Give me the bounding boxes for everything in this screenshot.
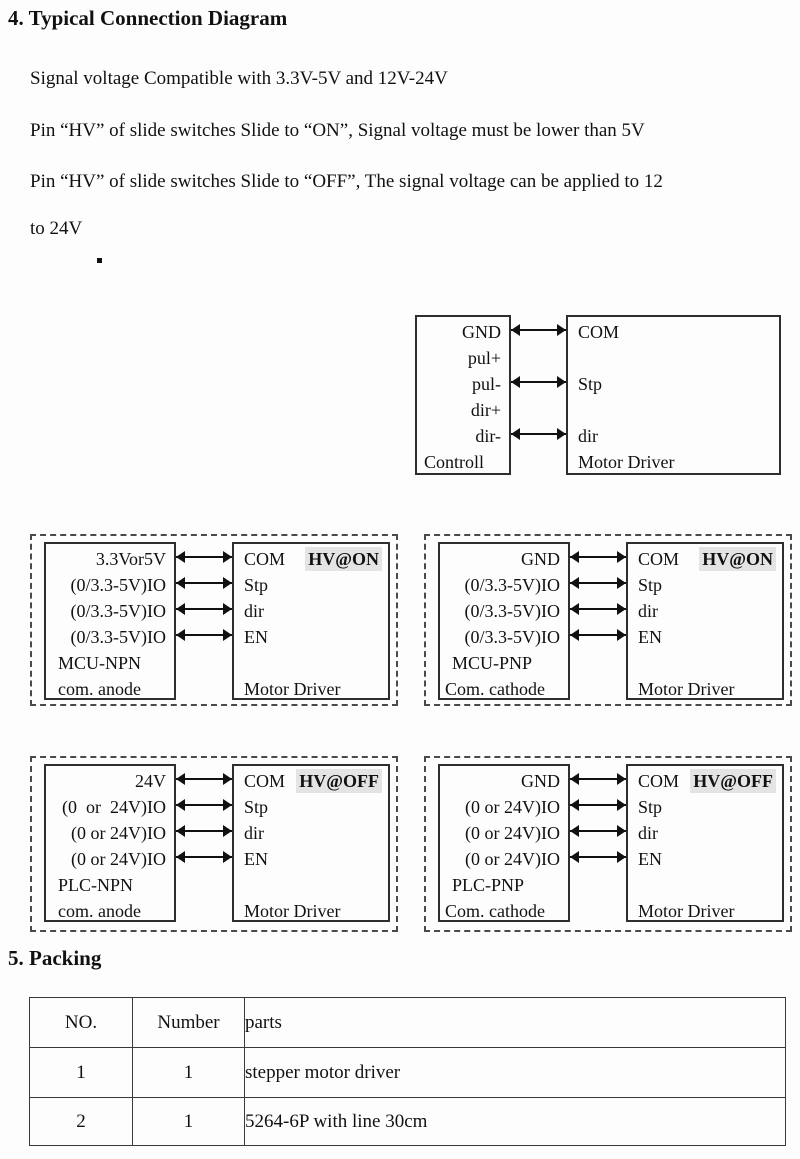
- pin-label: dir: [244, 601, 264, 621]
- pin-label: (0/3.3-5V)IO: [464, 575, 560, 595]
- hv-mode-badge: HV@OFF: [296, 769, 382, 793]
- pin-label: COM: [638, 771, 680, 791]
- pin-label: GND: [462, 322, 501, 342]
- pin-label: Stp: [638, 797, 663, 817]
- pin-label: (0/3.3-5V)IO: [70, 575, 166, 595]
- double-arrow-icon: [570, 830, 626, 832]
- pin-label: dir: [638, 601, 658, 621]
- motor-driver-box: [566, 315, 781, 475]
- pin-label: dir: [578, 426, 598, 446]
- cell-parts: 5264-6P with line 30cm: [245, 1098, 786, 1146]
- double-arrow-icon: [570, 608, 626, 610]
- pin-label: COM: [244, 771, 286, 791]
- cell-parts: stepper motor driver: [245, 1048, 786, 1098]
- pin-label: dir-: [475, 426, 501, 446]
- pin-label: GND: [521, 771, 560, 791]
- device-name-label: Motor Driver: [578, 452, 675, 472]
- mcu-npn-diagram: [30, 534, 398, 706]
- stray-period-mark: [97, 258, 102, 263]
- double-arrow-icon: [511, 381, 566, 383]
- pin-label: Stp: [638, 575, 663, 595]
- wire-column: [176, 542, 232, 700]
- double-arrow-icon: [570, 556, 626, 558]
- pin-label: (0 or 24V)IO: [465, 797, 560, 817]
- wire-column: [570, 542, 626, 700]
- pin-label: EN: [638, 849, 662, 869]
- cell-no: 1: [30, 1048, 133, 1098]
- col-header-parts: parts: [245, 998, 786, 1048]
- pin-label: EN: [244, 627, 268, 647]
- pin-label: dir: [638, 823, 658, 843]
- double-arrow-icon: [570, 634, 626, 636]
- double-arrow-icon: [176, 804, 232, 806]
- pin-label: COM: [638, 549, 680, 569]
- pin-label: Stp: [244, 797, 269, 817]
- pin-label: (0 or 24V)IO: [465, 823, 560, 843]
- intro-line-4: to 24V: [30, 218, 83, 239]
- double-arrow-icon: [570, 804, 626, 806]
- pin-label: (0/3.3-5V)IO: [70, 627, 166, 647]
- intro-line-1: Signal voltage Compatible with 3.3V-5V and 12V-24V: [30, 68, 448, 89]
- double-arrow-icon: [176, 582, 232, 584]
- cell-no: 2: [30, 1098, 133, 1146]
- hv-mode-badge: HV@ON: [699, 547, 776, 571]
- double-arrow-icon: [176, 608, 232, 610]
- motor-driver-box: [626, 542, 784, 700]
- intro-line-2: Pin “HV” of slide switches Slide to “ON”, Signal voltage must be lower than 5V: [30, 120, 645, 141]
- device-name-label: Motor Driver: [638, 679, 735, 699]
- controller-box: [415, 315, 511, 475]
- pin-label: (0/3.3-5V)IO: [464, 601, 560, 621]
- double-arrow-icon: [176, 856, 232, 858]
- device-name-label: PLC-NPN: [58, 875, 134, 895]
- pin-label: (0 or 24V)IO: [71, 849, 166, 869]
- pin-label: (0 or 24V)IO: [465, 849, 560, 869]
- pin-label: COM: [578, 322, 620, 342]
- motor-driver-box: [626, 764, 784, 922]
- device-note-label: com. anode: [58, 679, 141, 699]
- mcu-pnp-box: [438, 542, 570, 700]
- double-arrow-icon: [570, 778, 626, 780]
- cell-number: 1: [133, 1048, 245, 1098]
- pin-label: (0/3.3-5V)IO: [464, 627, 560, 647]
- device-name-label: Motor Driver: [244, 679, 341, 699]
- pin-label: (0/3.3-5V)IO: [70, 601, 166, 621]
- wire-column: [511, 315, 566, 475]
- plc-npn-diagram: [30, 756, 398, 932]
- wire-column: [570, 764, 626, 922]
- pin-label: Stp: [578, 374, 603, 394]
- device-note-label: Com. cathode: [445, 901, 545, 921]
- pin-label: GND: [521, 549, 560, 569]
- col-header-no: NO.: [30, 998, 133, 1048]
- hv-mode-badge: HV@ON: [305, 547, 382, 571]
- section5-heading: 5. Packing: [8, 946, 102, 970]
- double-arrow-icon: [176, 634, 232, 636]
- pin-label: Stp: [244, 575, 269, 595]
- pin-label: 24V: [135, 771, 166, 791]
- device-name-label: Controll: [424, 452, 485, 472]
- pin-label: pul-: [472, 374, 501, 394]
- motor-driver-box: [232, 764, 390, 922]
- double-arrow-icon: [511, 433, 566, 435]
- hv-mode-badge: HV@OFF: [690, 769, 776, 793]
- device-note-label: Com. cathode: [445, 679, 545, 699]
- pin-label: EN: [244, 849, 268, 869]
- plc-pnp-diagram: [424, 756, 792, 932]
- col-header-number: Number: [133, 998, 245, 1048]
- double-arrow-icon: [511, 329, 566, 331]
- pin-label: pul+: [467, 348, 501, 368]
- plc-pnp-box: [438, 764, 570, 922]
- double-arrow-icon: [176, 778, 232, 780]
- pin-label: dir+: [470, 400, 501, 420]
- device-name-label: MCU-PNP: [452, 653, 533, 673]
- device-name-label: Motor Driver: [244, 901, 341, 921]
- pin-label: (0 or 24V)IO: [71, 823, 166, 843]
- pin-label: 3.3Vor5V: [95, 549, 166, 569]
- wire-column: [176, 764, 232, 922]
- table-header-row: [30, 998, 786, 1048]
- mcu-pnp-diagram: [424, 534, 792, 706]
- device-note-label: com. anode: [58, 901, 141, 921]
- double-arrow-icon: [570, 582, 626, 584]
- plc-npn-box: [44, 764, 176, 922]
- pin-label: COM: [244, 549, 286, 569]
- controller-motor-driver-diagram: [415, 315, 781, 475]
- pin-label: (0 or 24V)IO: [62, 797, 166, 817]
- section4-heading: 4. Typical Connection Diagram: [8, 6, 288, 30]
- motor-driver-box: [232, 542, 390, 700]
- table-row: [30, 1098, 786, 1146]
- packing-table: [29, 997, 786, 1146]
- pin-label: EN: [638, 627, 662, 647]
- cell-number: 1: [133, 1098, 245, 1146]
- double-arrow-icon: [176, 830, 232, 832]
- device-name-label: Motor Driver: [638, 901, 735, 921]
- table-row: [30, 1048, 786, 1098]
- double-arrow-icon: [176, 556, 232, 558]
- mcu-npn-box: [44, 542, 176, 700]
- pin-label: dir: [244, 823, 264, 843]
- device-name-label: PLC-PNP: [452, 875, 525, 895]
- device-name-label: MCU-NPN: [58, 653, 142, 673]
- double-arrow-icon: [570, 856, 626, 858]
- intro-line-3: Pin “HV” of slide switches Slide to “OFF”, The signal voltage can be applied to 12: [30, 171, 663, 192]
